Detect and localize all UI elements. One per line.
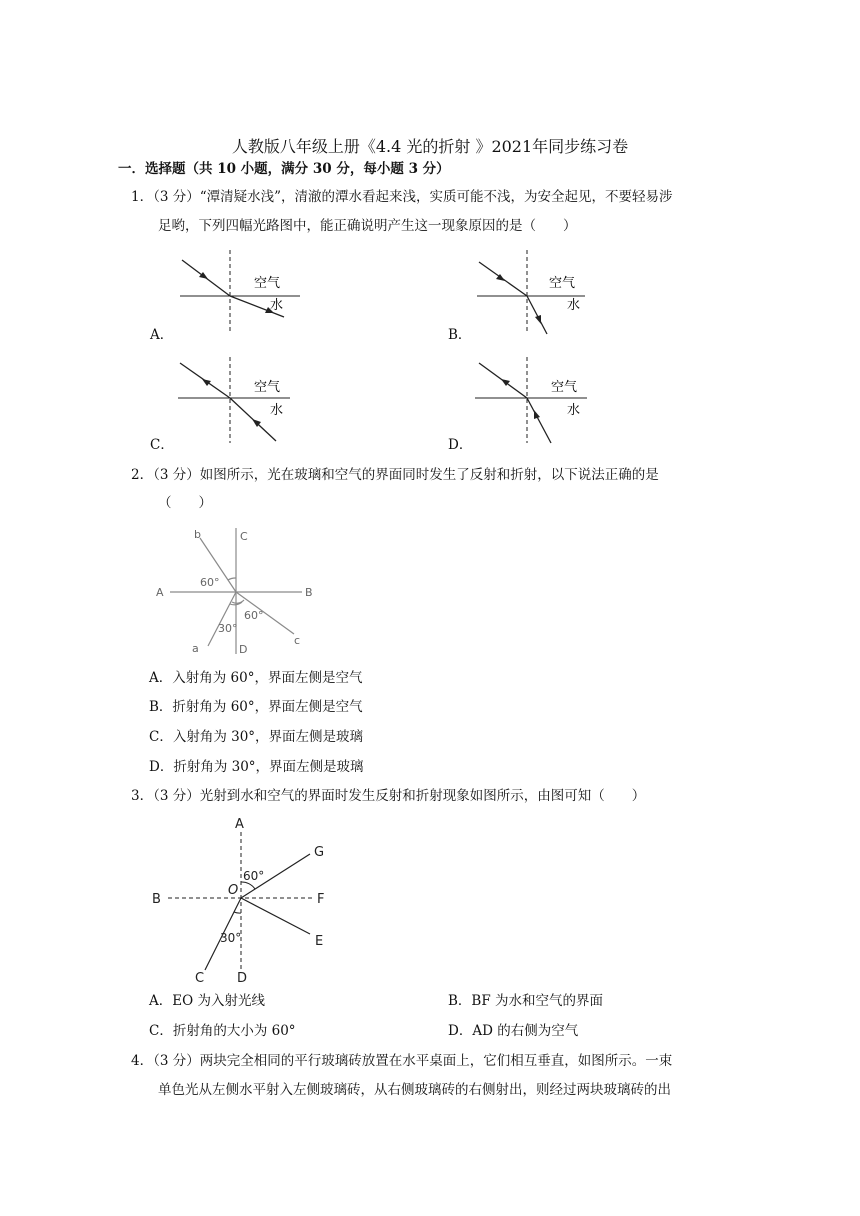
q3-diagram xyxy=(148,812,348,984)
q1-diagram-c xyxy=(170,355,300,445)
q3-option-d[interactable]: D．AD 的右侧为空气 xyxy=(448,1023,579,1039)
q4-stem-line1: 4．（3 分）两块完全相同的平行玻璃砖放置在水平桌面上，它们相互垂直，如图所示。一束 xyxy=(131,1053,673,1069)
q2-label-D: D xyxy=(239,643,248,656)
q3-option-b[interactable]: B．BF 为水和空气的界面 xyxy=(448,993,603,1009)
q3-label-F: F xyxy=(317,892,325,907)
q1b-air-label: 空气 xyxy=(549,276,576,291)
q2-angle-30: 30° xyxy=(218,622,238,635)
q3-label-E: E xyxy=(315,934,324,949)
q3-label-G: G xyxy=(314,845,325,860)
q3-label-C: C xyxy=(195,971,205,986)
q2-stem-line1: 2．（3 分）如图所示，光在玻璃和空气的界面同时发生了反射和折射，以下说法正确的是 xyxy=(131,467,659,483)
q2-label-a: a xyxy=(192,642,199,655)
section-heading: 一．选择题（共 10 小题，满分 30 分，每小题 3 分） xyxy=(118,161,450,177)
q2-option-a[interactable]: A．入射角为 60°，界面左侧是空气 xyxy=(149,670,363,686)
q4-stem-line2: 单色光从左侧水平射入左侧玻璃砖，从右侧玻璃砖的右侧射出，则经过两块玻璃砖的出 xyxy=(158,1082,671,1098)
q1-diagram-b xyxy=(467,245,597,335)
q1a-water-label: 水 xyxy=(270,298,284,313)
q3-label-A: A xyxy=(235,817,244,832)
q1-option-a[interactable]: A． xyxy=(150,327,174,343)
q2-option-b[interactable]: B．折射角为 60°，界面左侧是空气 xyxy=(149,699,363,715)
q3-angle-30: 30° xyxy=(220,931,242,945)
q1-diagram-d xyxy=(467,355,597,445)
q2-option-d[interactable]: D．折射角为 30°，界面左侧是玻璃 xyxy=(149,759,364,775)
q2-diagram xyxy=(152,520,322,660)
q3-option-a[interactable]: A．EO 为入射光线 xyxy=(149,993,265,1009)
q2-label-C: C xyxy=(240,530,248,543)
q1d-water-label: 水 xyxy=(567,403,581,418)
q1a-air-label: 空气 xyxy=(254,276,281,291)
q1-stem-line2: 足哟，下列四幅光路图中，能正确说明产生这一现象原因的是（ ） xyxy=(158,218,577,234)
q2-angle-60-bottom: 60° xyxy=(244,609,264,622)
q1-option-c[interactable]: C． xyxy=(150,437,174,453)
page-title: 人教版八年级上册《4.4 光的折射 》2021年同步练习卷 xyxy=(231,137,629,156)
q1c-water-label: 水 xyxy=(270,403,284,418)
q2-label-A: A xyxy=(156,586,164,599)
q3-stem: 3．（3 分）光射到水和空气的界面时发生反射和折射现象如图所示，由图可知（ ） xyxy=(131,788,646,804)
q2-label-B: B xyxy=(305,586,313,599)
q2-label-b: b xyxy=(194,528,201,541)
q1b-water-label: 水 xyxy=(567,298,581,313)
q1d-air-label: 空气 xyxy=(551,380,578,395)
q2-option-c[interactable]: C．入射角为 30°，界面左侧是玻璃 xyxy=(149,729,364,745)
q3-option-c[interactable]: C．折射角的大小为 60° xyxy=(149,1023,296,1039)
q2-label-c: c xyxy=(294,634,301,647)
q2-angle-60-top: 60° xyxy=(200,576,220,589)
q1-option-b[interactable]: B． xyxy=(448,327,472,343)
q1-stem-line1: 1．（3 分）“潭清疑水浅”，清澈的潭水看起来浅，实质可能不浅，为安全起见，不要轻易涉 xyxy=(131,189,673,205)
q3-label-D: D xyxy=(237,971,248,986)
q1-diagram-a xyxy=(170,245,300,335)
q3-angle-60: 60° xyxy=(243,869,265,883)
q1c-air-label: 空气 xyxy=(254,380,281,395)
q2-stem-line2: （ ） xyxy=(158,495,212,511)
q3-label-B: B xyxy=(152,892,161,907)
q1-option-d[interactable]: D． xyxy=(448,437,473,453)
q3-label-O: O xyxy=(228,883,239,898)
